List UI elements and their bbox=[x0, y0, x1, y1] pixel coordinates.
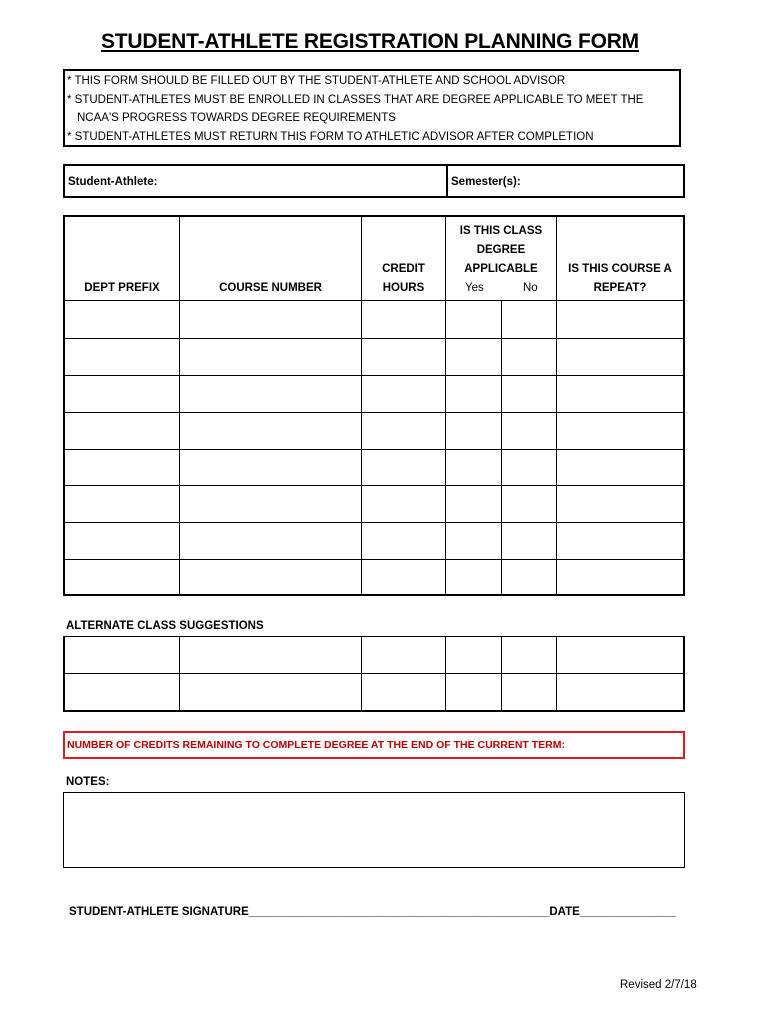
header-credit-hours bbox=[361, 215, 446, 301]
course-row-repeat-cell[interactable] bbox=[556, 522, 685, 560]
course-row-course-number-cell[interactable] bbox=[179, 412, 362, 450]
header-line: APPLICABLE bbox=[464, 263, 538, 275]
alternate-row-repeat-cell[interactable] bbox=[556, 636, 685, 674]
header-label bbox=[362, 260, 445, 298]
alternate-row-course-number-cell[interactable] bbox=[179, 673, 362, 712]
alternate-row-course-number-cell[interactable] bbox=[179, 636, 362, 674]
course-row-course-number-cell[interactable] bbox=[179, 559, 362, 596]
page-title: STUDENT-ATHLETE REGISTRATION PLANNING FORM bbox=[101, 30, 639, 53]
course-row-repeat-cell[interactable] bbox=[556, 375, 685, 413]
course-row-repeat-cell[interactable] bbox=[556, 449, 685, 486]
course-row-applicable-yes-cell[interactable] bbox=[445, 449, 502, 486]
course-row-dept-prefix-cell[interactable] bbox=[63, 300, 180, 339]
alternate-label: ALTERNATE CLASS SUGGESTIONS bbox=[66, 620, 264, 632]
alternate-row-applicable-no-cell[interactable] bbox=[501, 636, 557, 674]
course-row-repeat-cell[interactable] bbox=[556, 559, 685, 596]
header-degree-applicable bbox=[445, 215, 557, 301]
alternate-row-applicable-yes-cell[interactable] bbox=[445, 673, 502, 712]
yes-no-row bbox=[446, 279, 556, 298]
yes-label: Yes bbox=[465, 282, 484, 294]
instruction-line: * STUDENT-ATHLETES MUST BE ENROLLED IN CLASSES THAT ARE DEGREE APPLICABLE TO MEET THE bbox=[67, 93, 644, 106]
header-repeat bbox=[556, 215, 685, 301]
course-row-course-number-cell[interactable] bbox=[179, 522, 362, 560]
notes-label: NOTES: bbox=[66, 776, 110, 788]
instruction-line: * STUDENT-ATHLETES MUST RETURN THIS FORM TO ATHLETIC ADVISOR AFTER COMPLETION bbox=[67, 130, 594, 143]
course-row-course-number-cell[interactable] bbox=[179, 449, 362, 486]
divider bbox=[446, 166, 448, 196]
course-row-course-number-cell[interactable] bbox=[179, 338, 362, 376]
header-label: COURSE NUMBER bbox=[219, 282, 322, 294]
course-row-applicable-no-cell[interactable] bbox=[501, 522, 557, 560]
course-row-repeat-cell[interactable] bbox=[556, 338, 685, 376]
alternate-row-repeat-cell[interactable] bbox=[556, 673, 685, 712]
course-row-dept-prefix-cell[interactable] bbox=[63, 559, 180, 596]
alternate-row-credit-hours-cell[interactable] bbox=[361, 673, 446, 712]
course-row-repeat-cell[interactable] bbox=[556, 485, 685, 523]
course-row-credit-hours-cell[interactable] bbox=[361, 559, 446, 596]
course-row-applicable-no-cell[interactable] bbox=[501, 485, 557, 523]
course-row-applicable-no-cell[interactable] bbox=[501, 300, 557, 339]
course-row-course-number-cell[interactable] bbox=[179, 300, 362, 339]
course-row-applicable-yes-cell[interactable] bbox=[445, 300, 502, 339]
course-row-applicable-no-cell[interactable] bbox=[501, 338, 557, 376]
header-line: IS THIS CLASS bbox=[459, 225, 543, 237]
course-row-applicable-yes-cell[interactable] bbox=[445, 338, 502, 376]
course-row-dept-prefix-cell[interactable] bbox=[63, 449, 180, 486]
header-line: REPEAT? bbox=[593, 282, 647, 294]
signature-line: STUDENT-ATHLETE SIGNATURE_______________________________________________DATE_______________ bbox=[69, 906, 676, 918]
course-row-credit-hours-cell[interactable] bbox=[361, 485, 446, 523]
header-dept-prefix bbox=[63, 215, 180, 301]
header-line: IS THIS COURSE A bbox=[568, 263, 672, 275]
course-row-credit-hours-cell[interactable] bbox=[361, 375, 446, 413]
course-row-dept-prefix-cell[interactable] bbox=[63, 338, 180, 376]
header-line: HOURS bbox=[382, 282, 425, 294]
course-row-applicable-yes-cell[interactable] bbox=[445, 485, 502, 523]
alternate-row-dept-prefix-cell[interactable] bbox=[63, 673, 180, 712]
course-row-credit-hours-cell[interactable] bbox=[361, 338, 446, 376]
course-row-applicable-yes-cell[interactable] bbox=[445, 375, 502, 413]
header-course-number bbox=[179, 215, 362, 301]
credits-remaining-box: NUMBER OF CREDITS REMAINING TO COMPLETE DEGREE AT THE END OF THE CURRENT TERM: bbox=[63, 731, 685, 759]
alternate-row-applicable-yes-cell[interactable] bbox=[445, 636, 502, 674]
course-row-repeat-cell[interactable] bbox=[556, 300, 685, 339]
course-row-dept-prefix-cell[interactable] bbox=[63, 485, 180, 523]
header-line: CREDIT bbox=[382, 263, 425, 275]
no-label: No bbox=[523, 282, 538, 294]
course-row-applicable-yes-cell[interactable] bbox=[445, 559, 502, 596]
instructions-box bbox=[63, 69, 681, 147]
course-row-course-number-cell[interactable] bbox=[179, 485, 362, 523]
course-row-dept-prefix-cell[interactable] bbox=[63, 412, 180, 450]
course-row-repeat-cell[interactable] bbox=[556, 412, 685, 450]
course-row-course-number-cell[interactable] bbox=[179, 375, 362, 413]
course-row-applicable-no-cell[interactable] bbox=[501, 412, 557, 450]
student-athlete-label: Student-Athlete: bbox=[68, 176, 158, 188]
course-row-applicable-no-cell[interactable] bbox=[501, 449, 557, 486]
notes-field[interactable] bbox=[63, 792, 685, 868]
header-label bbox=[557, 260, 683, 298]
course-row-applicable-no-cell[interactable] bbox=[501, 559, 557, 596]
header-line: DEGREE bbox=[476, 244, 526, 256]
course-row-credit-hours-cell[interactable] bbox=[361, 300, 446, 339]
alternate-row-applicable-no-cell[interactable] bbox=[501, 673, 557, 712]
course-row-dept-prefix-cell[interactable] bbox=[63, 375, 180, 413]
instruction-line: * THIS FORM SHOULD BE FILLED OUT BY THE STUDENT-ATHLETE AND SCHOOL ADVISOR bbox=[67, 75, 566, 87]
course-row-credit-hours-cell[interactable] bbox=[361, 522, 446, 560]
course-row-credit-hours-cell[interactable] bbox=[361, 412, 446, 450]
course-row-applicable-yes-cell[interactable] bbox=[445, 412, 502, 450]
instruction-line: NCAA'S PROGRESS TOWARDS DEGREE REQUIREMENTS bbox=[77, 112, 396, 124]
semester-label: Semester(s): bbox=[451, 176, 521, 188]
alternate-row-dept-prefix-cell[interactable] bbox=[63, 636, 180, 674]
header-label: DEPT PREFIX bbox=[84, 282, 160, 294]
alternate-row-credit-hours-cell[interactable] bbox=[361, 636, 446, 674]
course-row-applicable-no-cell[interactable] bbox=[501, 375, 557, 413]
course-row-credit-hours-cell[interactable] bbox=[361, 449, 446, 486]
revised-date: Revised 2/7/18 bbox=[620, 979, 697, 991]
course-row-dept-prefix-cell[interactable] bbox=[63, 522, 180, 560]
course-row-applicable-yes-cell[interactable] bbox=[445, 522, 502, 560]
student-info-box bbox=[63, 164, 685, 198]
header-label bbox=[446, 222, 556, 298]
